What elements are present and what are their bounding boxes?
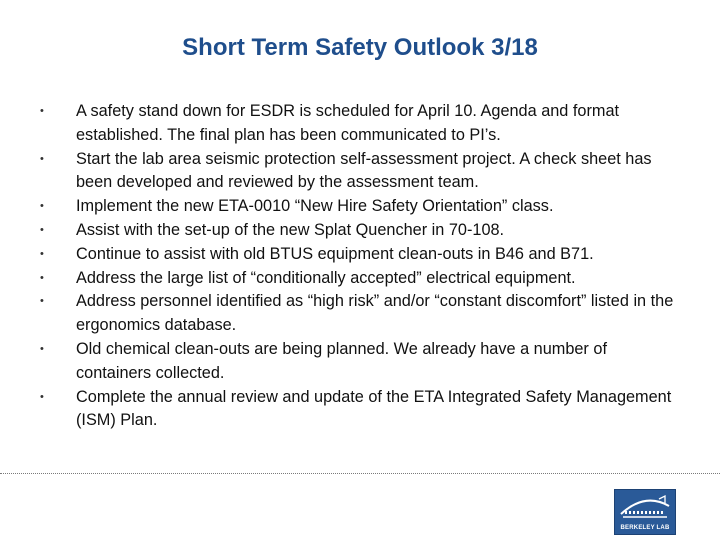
bullet-text: Address personnel identified as “high risk” and/or “constant discomfort” listed in the ergonomics database. <box>76 292 674 335</box>
bullet-item <box>40 338 680 386</box>
bullet-item <box>40 243 680 267</box>
bullet-text: Complete the annual review and update of the ETA Integrated Safety Management (ISM) Plan. <box>76 387 672 430</box>
bullet-item <box>40 148 680 196</box>
bullet-dot: • <box>40 295 44 308</box>
bullet-dot: • <box>40 223 44 236</box>
bullet-dot: • <box>40 342 44 355</box>
bullet-item <box>40 290 680 338</box>
bullet-dot: • <box>40 247 44 260</box>
bullet-text: Address the large list of “conditionally accepted” electrical equipment. <box>76 268 576 287</box>
bullet-item <box>40 267 680 291</box>
bullet-dot: • <box>40 105 44 117</box>
bullet-item <box>40 219 680 243</box>
lab-building-icon <box>615 490 675 524</box>
bullet-item <box>40 100 680 148</box>
bullet-text: Start the lab area seismic protection self-assessment project. A check sheet has been developed and reviewed by the assessment team. <box>76 149 652 192</box>
bullet-text: Old chemical clean-outs are being planned. We already have a number of containers collected. <box>76 339 607 382</box>
bullet-text: Assist with the set-up of the new Splat Quencher in 70-108. <box>76 220 505 239</box>
bullet-text: A safety stand down for ESDR is scheduled for April 10. Agenda and format established. The final plan has been communicated to PI’s. <box>76 102 620 144</box>
bullet-text: Continue to assist with old BTUS equipment clean-outs in B46 and B71. <box>76 244 594 263</box>
bullet-list <box>40 100 680 433</box>
bullet-item <box>40 386 680 434</box>
slide-title: Short Term Safety Outlook 3/18 <box>182 34 538 61</box>
bullet-dot: • <box>40 271 44 284</box>
footer-divider <box>0 473 720 474</box>
bullet-text: Implement the new ETA-0010 “New Hire Safety Orientation” class. <box>76 197 554 216</box>
bullet-item <box>40 195 680 219</box>
bullet-dot: • <box>40 152 44 165</box>
logo-text: BERKELEY LAB <box>620 525 670 531</box>
bullet-dot: • <box>40 200 44 213</box>
bullet-dot: • <box>40 390 44 403</box>
berkeley-lab-logo <box>614 489 676 535</box>
